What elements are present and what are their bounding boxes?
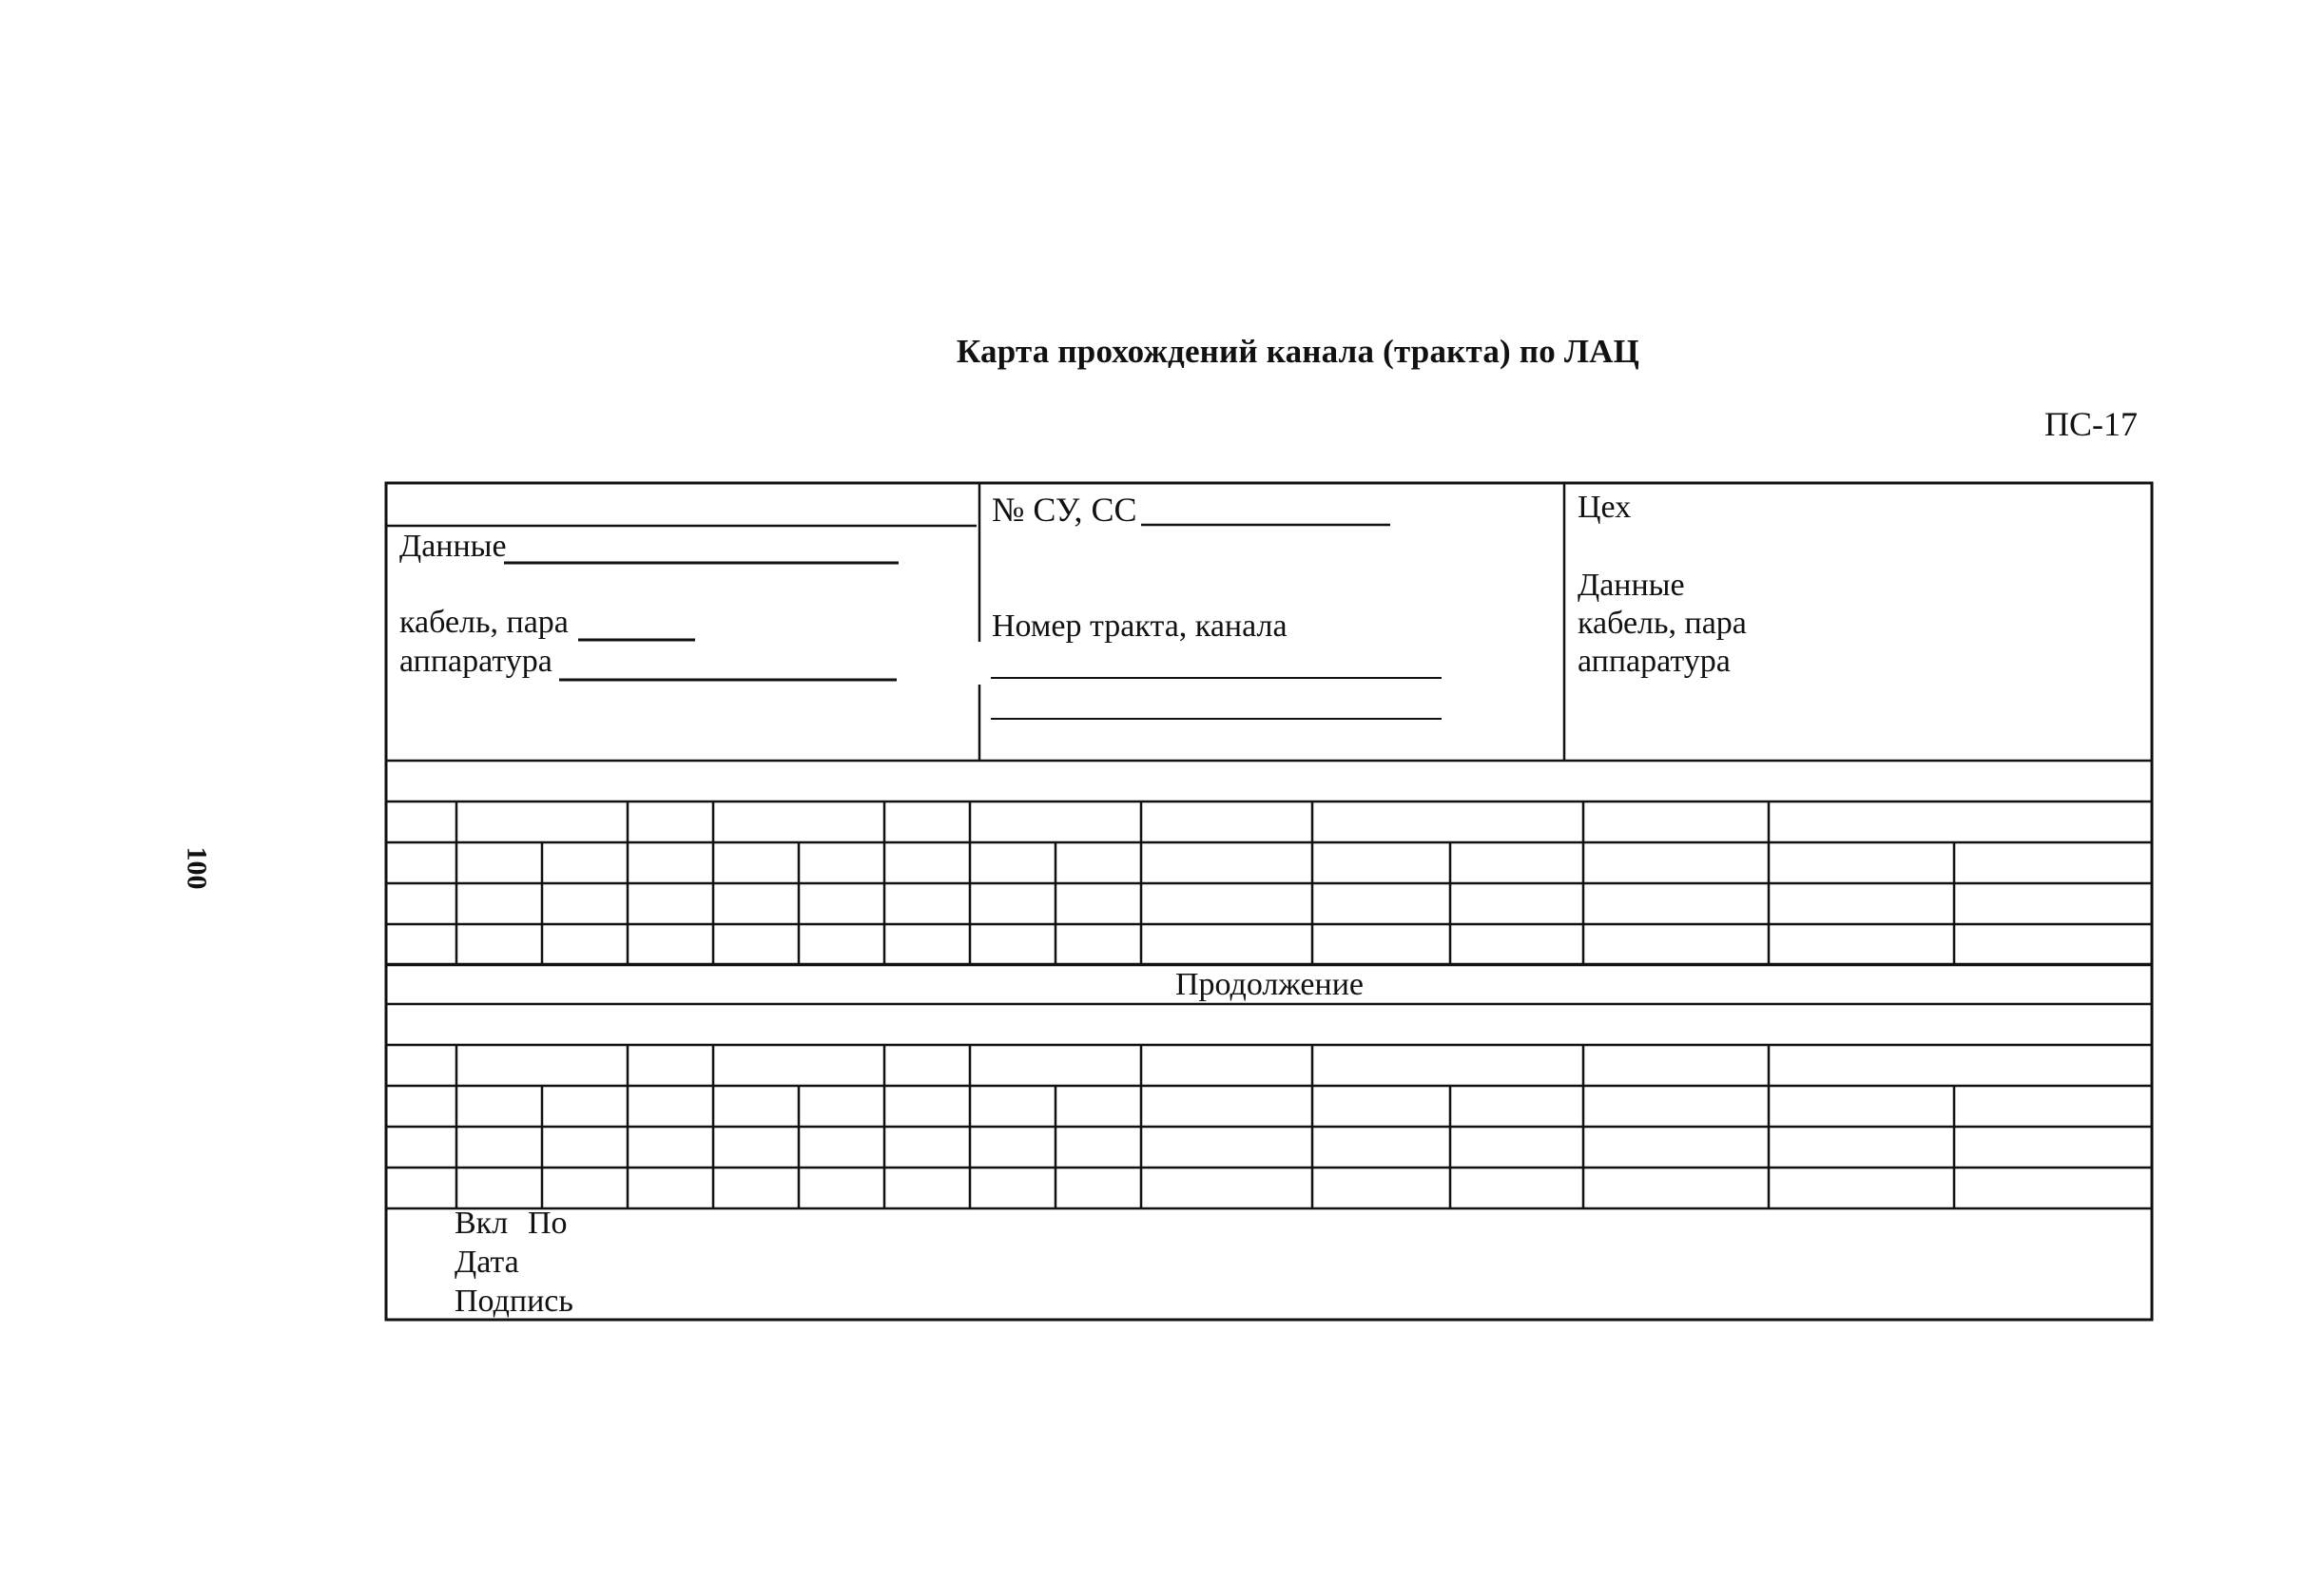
grid-section-1 [386,802,2152,965]
from-label: По [528,1206,568,1241]
document-title: Карта прохождений канала (тракта) по ЛАЦ [956,333,1640,370]
right-data-label: Данные [1578,568,1685,603]
right-equipment-label: аппаратура [1578,644,1731,679]
grid-section-2 [386,1045,2152,1208]
left-equipment-label: аппаратура [399,644,552,679]
date-label: Дата [455,1245,519,1280]
shop-label: Цех [1578,490,1632,525]
right-cable-label: кабель, пара [1578,606,1747,641]
form-code: ПС-17 [2044,405,2138,443]
on-label: Вкл [455,1206,509,1241]
path-number-label: Номер тракта, канала [992,608,1288,644]
left-cable-label: кабель, пара [399,605,569,640]
signature-label: Подпись [455,1284,573,1319]
su-label: № СУ, СС [992,491,1137,529]
left-data-label: Данные [399,529,507,564]
continuation-label: Продолжение [1174,967,1364,1002]
page-number: 100 [181,846,213,890]
